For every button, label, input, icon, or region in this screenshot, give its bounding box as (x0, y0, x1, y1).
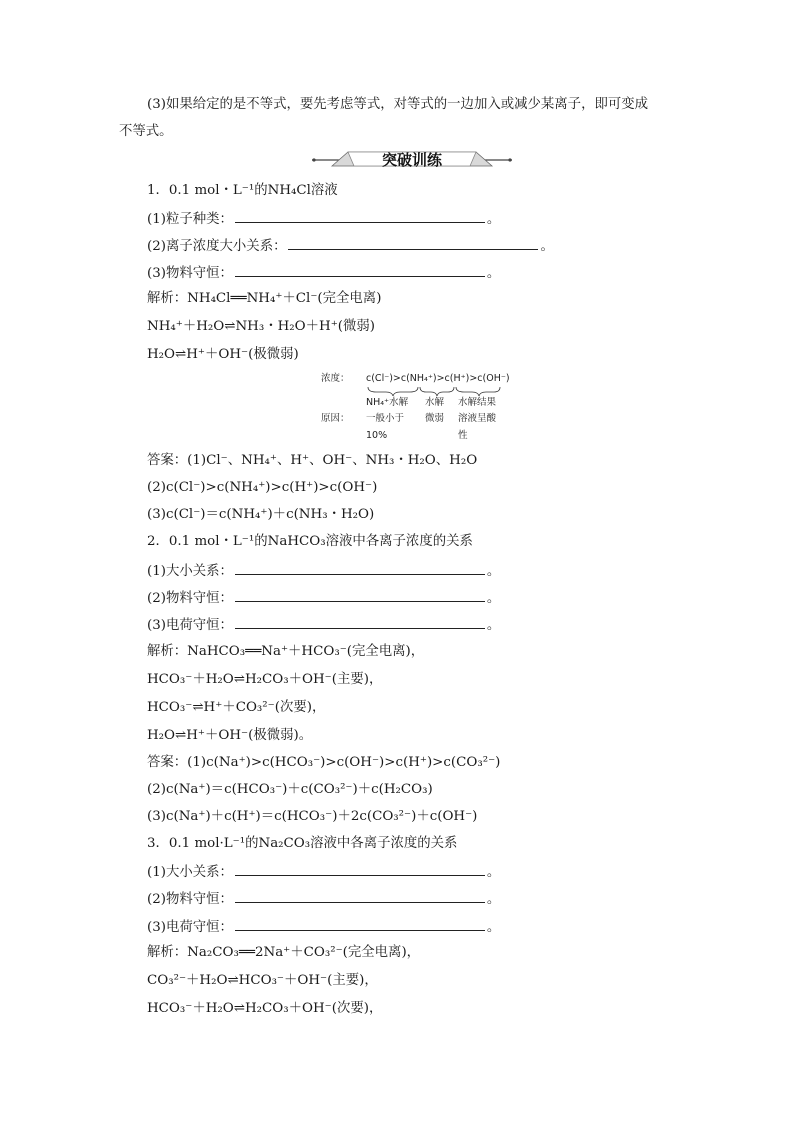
reason2-line1: 水解 (425, 397, 445, 408)
q3-b-blank[interactable] (235, 889, 485, 903)
reason1-line2: 一般小于 (366, 413, 405, 424)
q2-b-label: (2)物料守恒： (147, 591, 233, 606)
q1-part-c (147, 263, 500, 283)
intro-line-2: 不等式。 (119, 124, 173, 139)
reason1-line1: NH₄⁺水解 (366, 397, 409, 408)
q3-analysis-3: HCO₃⁻＋H₂O⇌H₂CO₃＋OH⁻(次要)， (147, 1001, 383, 1016)
q2-analysis-3: HCO₃⁻⇌H⁺＋CO₃²⁻(次要)， (147, 700, 326, 715)
q1-analysis-3: H₂O⇌H⁺＋OH⁻(极微弱) (147, 347, 299, 362)
q1-answer-3: (3)c(Cl⁻)＝c(NH₄⁺)＋c(NH₃・H₂O) (147, 507, 375, 522)
q3-a-blank[interactable] (235, 862, 485, 876)
period: 。 (486, 212, 501, 227)
q1-part-a (147, 209, 500, 229)
q1-analysis-2: NH₄⁺＋H₂O⇌NH₃・H₂O＋H⁺(微弱) (147, 319, 376, 334)
q1-title: 1．0.1 mol・L⁻¹的NH₄Cl溶液 (147, 183, 338, 198)
period: 。 (540, 239, 554, 254)
q1-analysis-1: 解析：NH₄Cl══NH₄⁺＋Cl⁻(完全电离) (147, 291, 382, 306)
q3-analysis-2: CO₃²⁻＋H₂O⇌HCO₃⁻＋OH⁻(主要)， (147, 973, 378, 988)
q1-answer-2: (2)c(Cl⁻)>c(NH₄⁺)>c(H⁺)>c(OH⁻) (147, 480, 378, 495)
banner-title: 突破训练 (381, 151, 442, 169)
intro-line-1: (3)如果给定的是不等式，要先考虑等式，对等式的一边加入或减少某离子，即可变成 (147, 97, 649, 112)
q2-answer-2: (2)c(Na⁺)＝c(HCO₃⁻)＋c(CO₃²⁻)＋c(H₂CO₃) (147, 782, 433, 797)
q2-c-blank[interactable] (235, 615, 485, 629)
q3-analysis-1: 解析：Na₂CO₃══2Na⁺＋CO₃²⁻(完全电离)， (147, 945, 421, 960)
q2-part-b (147, 588, 500, 608)
q2-answer-3: (3)c(Na⁺)＋c(H⁺)＝c(HCO₃⁻)＋2c(CO₃²⁻)＋c(OH⁻) (147, 809, 478, 824)
q2-title: 2．0.1 mol・L⁻¹的NaHCO₃溶液中各离子浓度的关系 (147, 534, 473, 549)
q3-part-a (147, 862, 500, 882)
diagram-expression: c(Cl⁻)>c(NH₄⁺)>c(H⁺)>c(OH⁻) (366, 373, 510, 384)
q2-part-c (147, 615, 500, 635)
q2-analysis-4: H₂O⇌H⁺＋OH⁻(极微弱)。 (147, 728, 313, 743)
q1-part-b (147, 236, 554, 256)
q1-a-label: (1)粒子种类： (147, 212, 233, 227)
reason3-line1: 水解结果 (458, 397, 497, 408)
period: 。 (486, 865, 501, 880)
q3-title: 3．0.1 mol·L⁻¹的Na₂CO₃溶液中各离子浓度的关系 (147, 836, 458, 851)
reason3-line3: 性 (458, 430, 468, 441)
q2-c-label: (3)电荷守恒： (147, 618, 233, 633)
section-banner (312, 147, 512, 173)
q2-answer-1: 答案：(1)c(Na⁺)>c(HCO₃⁻)>c(OH⁻)>c(H⁺)>c(CO₃²⁻) (147, 755, 501, 770)
q3-c-label: (3)电荷守恒： (147, 920, 233, 935)
q2-analysis-2: HCO₃⁻＋H₂O⇌H₂CO₃＋OH⁻(主要)， (147, 672, 383, 687)
reason1-line3: 10% (366, 430, 388, 441)
q2-part-a (147, 561, 500, 581)
q3-part-c (147, 917, 500, 937)
q1-b-blank[interactable] (288, 236, 538, 250)
q2-a-label: (1)大小关系： (147, 564, 233, 579)
q2-a-blank[interactable] (235, 561, 485, 575)
period: 。 (486, 892, 501, 907)
period: 。 (486, 920, 501, 935)
q1-a-blank[interactable] (235, 209, 485, 223)
period: 。 (486, 266, 501, 281)
diagram-braces (366, 386, 506, 396)
period: 。 (486, 591, 501, 606)
q1-c-blank[interactable] (235, 263, 485, 277)
q3-b-label: (2)物料守恒： (147, 892, 233, 907)
q3-part-b (147, 889, 500, 909)
period: 。 (486, 618, 501, 633)
diagram-row1-label: 浓度： (321, 373, 350, 384)
reason3-line2: 溶液呈酸 (458, 413, 497, 424)
q3-c-blank[interactable] (235, 917, 485, 931)
q2-analysis-1: 解析：NaHCO₃══Na⁺＋HCO₃⁻(完全电离)， (147, 644, 425, 659)
q3-a-label: (1)大小关系： (147, 865, 233, 880)
reason2-line2: 微弱 (425, 413, 445, 424)
q1-answer-1: 答案：(1)Cl⁻、NH₄⁺、H⁺、OH⁻、NH₃・H₂O、H₂O (147, 453, 478, 468)
q2-b-blank[interactable] (235, 588, 485, 602)
q1-c-label: (3)物料守恒： (147, 266, 233, 281)
diagram-row2-label: 原因： (321, 413, 350, 424)
q1-b-label: (2)离子浓度大小关系： (147, 239, 287, 254)
period: 。 (486, 564, 501, 579)
